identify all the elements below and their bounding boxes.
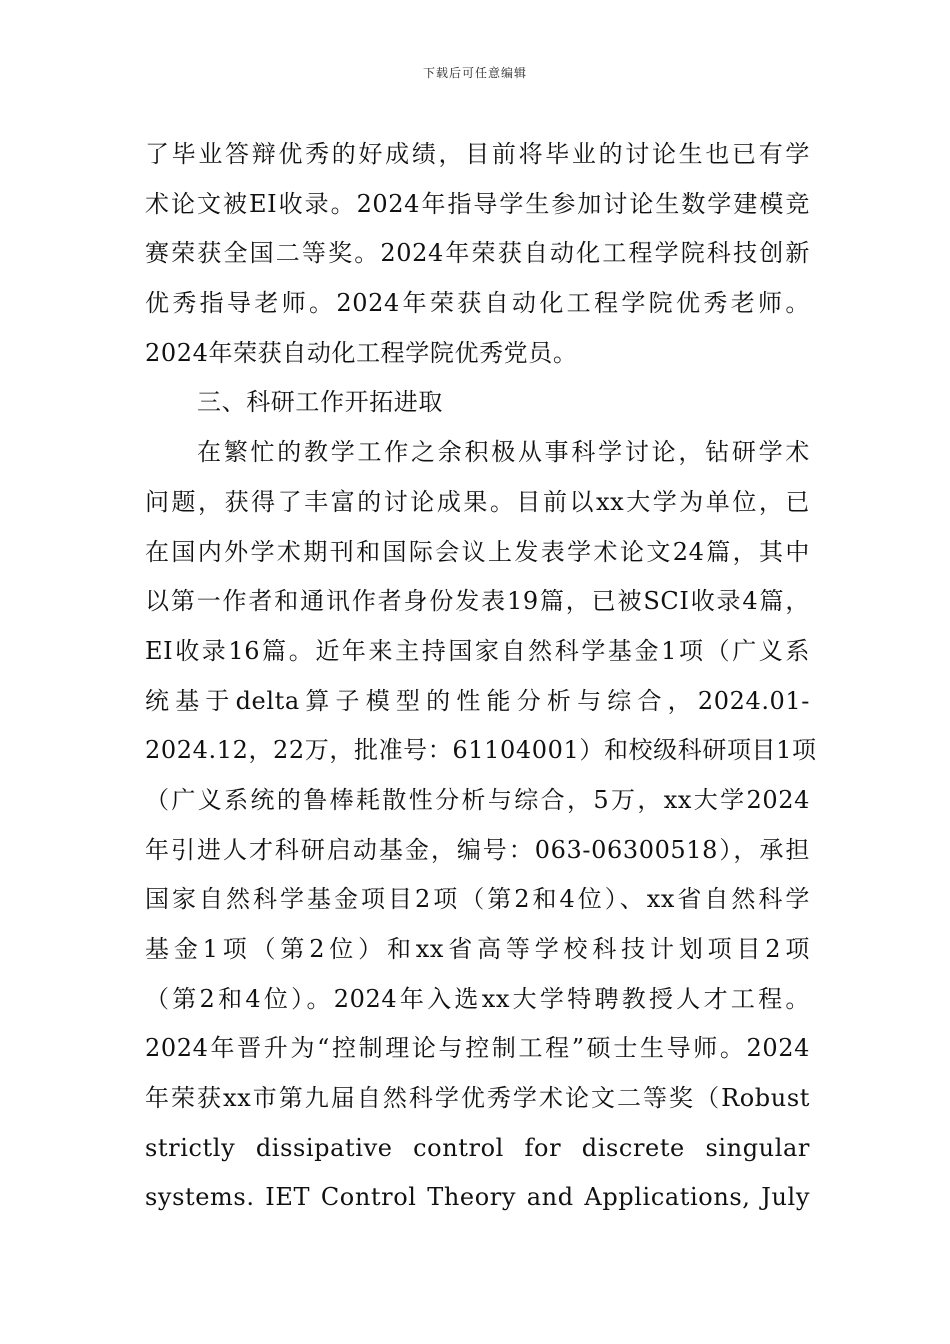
text-line-19: 2024年晋升为“控制理论与控制工程”硕士生导师。2024 [145, 1034, 810, 1063]
text-line-18: （第2和4位）。2024年入选xx大学特聘教授人才工程。 [145, 984, 810, 1013]
text-line-3: 赛荣获全国二等奖。2024年荣获自动化工程学院科技创新 [145, 239, 810, 268]
text-line-14: （广义系统的鲁棒耗散性分析与综合，5万，xx大学2024 [145, 785, 810, 814]
text-line-16: 国家自然科学基金项目2项（第2和4位）、xx省自然科学 [145, 885, 810, 914]
text-line-15: 年引进人才科研启动基金，编号：063-06300518），承担 [145, 835, 810, 864]
text-line-22: systems. IET Control Theory and Applications, July [145, 1183, 810, 1212]
text-line-8: 问题，获得了丰富的讨论成果。目前以xx大学为单位，已 [145, 487, 810, 516]
text-line-7: 在繁忙的教学工作之余积极从事科学讨论，钻研学术 [197, 438, 810, 467]
text-line-5: 2024年荣获自动化工程学院优秀党员。 [145, 338, 578, 367]
text-line-4: 优秀指导老师。2024年荣获自动化工程学院优秀老师。 [145, 289, 810, 318]
text-line-11: EI收录16篇。近年来主持国家自然科学基金1项（广义系 [145, 636, 810, 665]
document-body [145, 130, 817, 1223]
text-line-9: 在国内外学术期刊和国际会议上发表学术论文24篇，其中 [145, 537, 810, 566]
text-line-20: 年荣获xx市第九届自然科学优秀学术论文二等奖（Robust [145, 1084, 810, 1113]
text-line-2: 术论文被EI收录。2024年指导学生参加讨论生数学建模竞 [145, 189, 810, 218]
text-line-13: 2024.12，22万，批准号：61104001）和校级科研项目1项 [145, 736, 817, 765]
text-line-17: 基金1项（第2位）和xx省高等学校科技计划项目2项 [145, 935, 810, 963]
page-header: 下载后可任意编辑 [422, 66, 527, 80]
section-heading: 三、科研工作开拓进取 [197, 388, 443, 417]
text-line-10: 以第一作者和通讯作者身份发表19篇，已被SCI收录4篇， [145, 587, 810, 616]
text-line-21: strictly dissipative control for discrete singular [145, 1133, 810, 1162]
text-line-12: 统基于delta算子模型的性能分析与综合，2024.01- [145, 686, 810, 715]
text-line-1: 了毕业答辩优秀的好成绩，目前将毕业的讨论生也已有学 [145, 140, 810, 168]
